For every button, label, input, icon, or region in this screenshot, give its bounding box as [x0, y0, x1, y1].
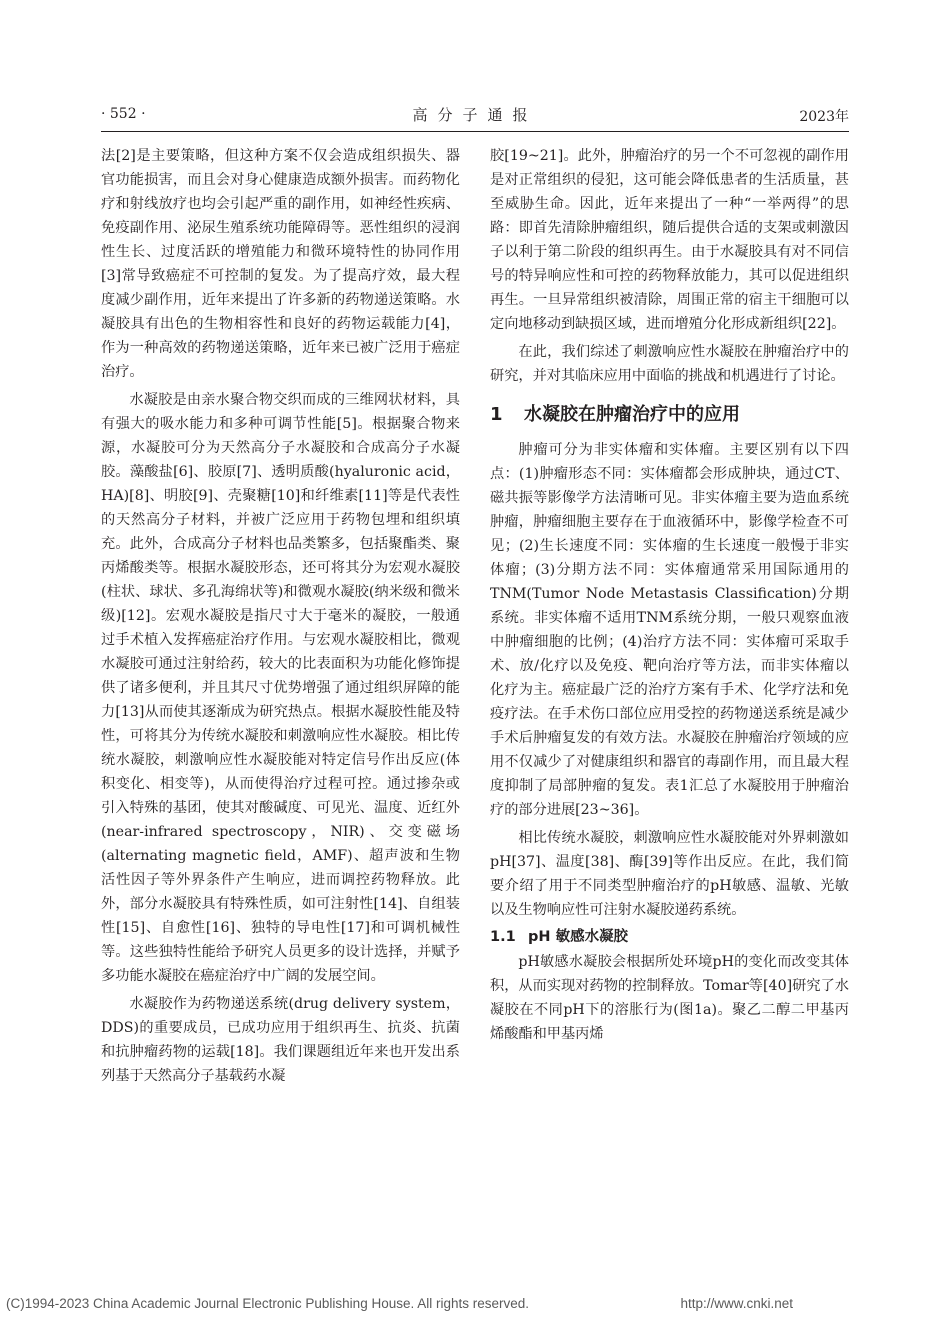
paragraph: 在此，我们综述了刺激响应性水凝胶在肿瘤治疗中的研究，并对其临床应用中面临的挑战和机遇进行了讨论。 — [490, 344, 849, 384]
copyright-notice: (C)1994-2023 China Academic Journal Electronic Publishing House. All rights reserved. — [6, 1296, 530, 1311]
header-rule — [101, 131, 849, 132]
subsection-number: 1.1 — [490, 929, 516, 945]
section-heading — [490, 402, 849, 428]
right-column — [490, 144, 849, 1046]
paragraph: 相比传统水凝胶，刺激响应性水凝胶能对外界刺激如pH[37]、温度[38]、酶[39]等作出反应。在此，我们简要介绍了用于不同类型肿瘤治疗的pH敏感、温敏、光敏以及生物响应性可注射水凝胶递药系统。 — [490, 830, 849, 918]
paragraph: 水凝胶作为药物递送系统(drug delivery system，DDS)的重要成员，已成功应用于组织再生、抗炎、抗菌和抗肿瘤药物的运载[18]。我们课题组近年来也开发出系列基于天然高分子基载药水凝 — [101, 996, 460, 1084]
paragraph: 胶[19~21]。此外，肿瘤治疗的另一个不可忽视的副作用是对正常组织的侵犯，这可能会降低患者的生活质量，甚至威胁生命。因此，近年来提出了一种“一举两得”的思路：即首先清除肿瘤组织，随后提供合适的支架或刺激因子以利于第二阶段的组织再生。由于水凝胶具有对不同信号的特异响应性和可控的药物释放能力，其可以促进组织再生。一旦异常组织被清除，周围正常的宿主干细胞可以定向地移动到缺损区域，进而增殖分化形成新组织[22]。 — [490, 148, 849, 332]
page-number: · 552 · — [101, 106, 146, 122]
paragraph: 法[2]是主要策略，但这种方案不仅会造成组织损失、器官功能损害，而且会对身心健康造成额外损害。而药物化疗和射线放疗也均会引起严重的副作用，如神经性疾病、免疫副作用、泌尿生殖系统功能障碍等。恶性组织的浸润性生长、过度活跃的增殖能力和微环境特性的协同作用[3]常导致癌症不可控制的复发。为了提高疗效，最大程度减少副作用，近年来提出了许多新的药物递送策略。水凝胶具有出色的生物相容性和良好的药物运载能力[4]，作为一种高效的药物递送策略，近年来已被广泛用于癌症治疗。 — [101, 148, 460, 380]
subsection-heading — [490, 926, 849, 948]
running-header — [101, 104, 849, 128]
issue-year: 2023年 — [799, 109, 849, 125]
subsection-title: pH 敏感水凝胶 — [528, 929, 629, 945]
paragraph: 水凝胶是由亲水聚合物交织而成的三维网状材料，具有强大的吸水能力和多种可调节性能[5]。根据聚合物来源，水凝胶可分为天然高分子水凝胶和合成高分子水凝胶。藻酸盐[6]、胶原[7]、透明质酸(hyaluronic acid，HA)[8]、明胶[9]、壳聚糖[10]和纤维素[11]等是代表性的天然高分子材料，并被广泛应用于药物包埋和组织填充。此外，合成高分子材料也品类繁多，包括聚酯类、聚丙烯酸类等。根据水凝胶形态，还可将其分为宏观水凝胶(柱状、球状、多孔海绵状等)和微观水凝胶(纳米级和微米级)[12]。宏观水凝胶是指尺寸大于毫米的凝胶，一般通过手术植入发挥癌症治疗作用。与宏观水凝胶相比，微观水凝胶可通过注射给药，较大的比表面积为功能化修饰提供了诸多便利，并且其尺寸优势增强了通过组织屏障的能力[13]从而使其逐渐成为研究热点。根据水凝胶性能及特性，可将其分为传统水凝胶和刺激响应性水凝胶。相比传统水凝胶，刺激响应性水凝胶能对特定信号作出反应(体积变化、相变等)，从而使得治疗过程可控。通过掺杂或引入特殊的基团，使其对酸碱度、可见光、温度、近红外(near-infrared spectroscopy，NIR)、交变磁场(alternating magnetic field，AMF)、超声波和生物活性因子等外界条件产生响应，进而调控药物释放。此外，部分水凝胶具有特殊性质，如可注射性[14]、自组装性[15]、自愈性[16]、独特的导电性[17]和可调机械性等。这些独特性能给予研究人员更多的设计选择，并赋予多功能水凝胶在癌症治疗中广阔的发展空间。 — [101, 392, 460, 984]
section-title: 水凝胶在肿瘤治疗中的应用 — [524, 404, 740, 425]
footer-url[interactable]: http://www.cnki.net — [680, 1296, 793, 1311]
journal-title: 高分子通报 — [412, 106, 538, 124]
left-column — [101, 144, 460, 1088]
section-number: 1 — [490, 404, 503, 425]
paragraph: 肿瘤可分为非实体瘤和实体瘤。主要区别有以下四点：(1)肿瘤形态不同：实体瘤都会形成肿块，通过CT、磁共振等影像学方法清晰可见。非实体瘤主要为造血系统肿瘤，肿瘤细胞主要存在于血液循环中，影像学检查不可见；(2)生长速度不同：实体瘤的生长速度一般慢于非实体瘤；(3)分期方法不同：实体瘤通常采用国际通用的TNM(Tumor Node Metastasis Classification)分期系统。非实体瘤不适用TNM系统分期，一般只观察血液中肿瘤细胞的比例；(4)治疗方法不同：实体瘤可采取手术、放/化疗以及免疫、靶向治疗等方法，而非实体瘤以化疗为主。癌症最广泛的治疗方案有手术、化学疗法和免疫疗法。在手术伤口部位应用受控的药物递送系统是减少手术后肿瘤复发的有效方法。水凝胶在肿瘤治疗领域的应用不仅减少了对健康组织和器官的毒副作用，而且最大程度抑制了局部肿瘤的复发。表1汇总了水凝胶用于肿瘤治疗的部分进展[23~36]。 — [490, 442, 849, 818]
paragraph: pH敏感水凝胶会根据所处环境pH的变化而改变其体积，从而实现对药物的控制释放。Tomar等[40]研究了水凝胶在不同pH下的溶胀行为(图1a)。聚乙二醇二甲基丙烯酸酯和甲基丙烯 — [490, 954, 849, 1042]
